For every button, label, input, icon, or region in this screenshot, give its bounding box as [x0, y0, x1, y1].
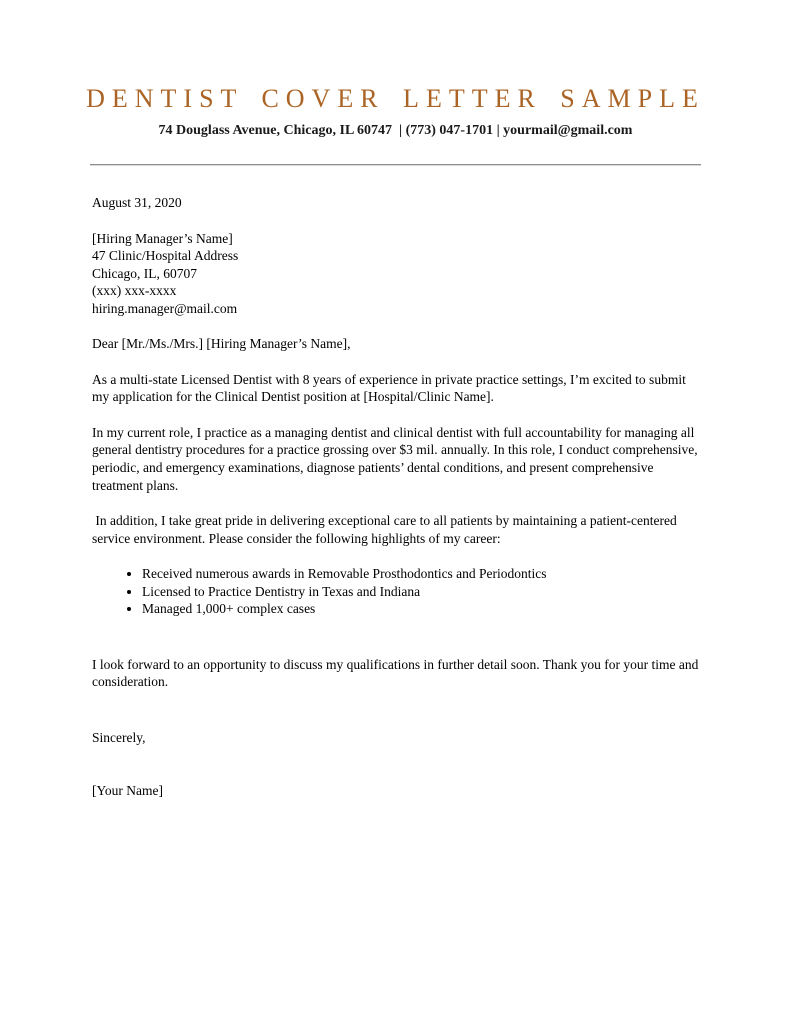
letter-body: [0, 166, 791, 800]
list-item: • Licensed to Practice Dentistry in Texas and Indiana: [142, 583, 700, 601]
recipient-block: [92, 230, 700, 318]
letterhead-contact-line: 74 Douglass Avenue, Chicago, IL 60747 | (773) 047-1701 | yourmail@gmail.com: [158, 123, 633, 138]
recipient-email: hiring.manager@mail.com: [92, 300, 238, 316]
letter-date: August 31, 2020: [92, 195, 182, 210]
list-item: • Received numerous awards in Removable Prosthodontics and Periodontics: [142, 565, 700, 583]
paragraph-closing: I look forward to an opportunity to discuss my qualifications in further detail soon. Thank you for your time and consideration.: [92, 656, 702, 690]
letterhead-title: DENTIST COVER LETTER SAMPLE: [86, 84, 705, 113]
paragraph-intro: As a multi-state Licensed Dentist with 8 years of experience in private practice settings, I’m excited to submit my application for the Clinical Dentist position at [Hospital/Clinic Name].: [92, 371, 690, 405]
paragraph-highlights-lead: In addition, I take great pride in delivering exceptional care to all patients by maintaining a patient-centered service environment. Please consider the following highlights of my career:: [92, 513, 681, 546]
recipient-name: [Hiring Manager’s Name]: [92, 230, 233, 246]
signature-placeholder: [Your Name]: [92, 783, 163, 799]
paragraph-current-role: In my current role, I practice as a managing dentist and clinical dentist with full accountability for managing all general dentistry procedures for a practice grossing over $3 mil. annually. In this role, I conduct comprehensive, periodic, and emergency examinations, diagnose patients’ dental conditions, and present comprehensive treatment plans.: [92, 424, 702, 493]
letterhead: [0, 0, 791, 166]
recipient-city-state-zip: Chicago, IL, 60707: [92, 265, 197, 281]
recipient-phone: (xxx) xxx-xxxx: [92, 283, 177, 299]
career-highlights-list: [92, 565, 700, 618]
list-item: • Managed 1,000+ complex cases: [142, 600, 700, 618]
recipient-address: 47 Clinic/Hospital Address: [92, 248, 239, 264]
salutation: Dear [Mr./Ms./Mrs.] [Hiring Manager’s Name],: [92, 336, 351, 352]
valediction: Sincerely,: [92, 729, 146, 745]
